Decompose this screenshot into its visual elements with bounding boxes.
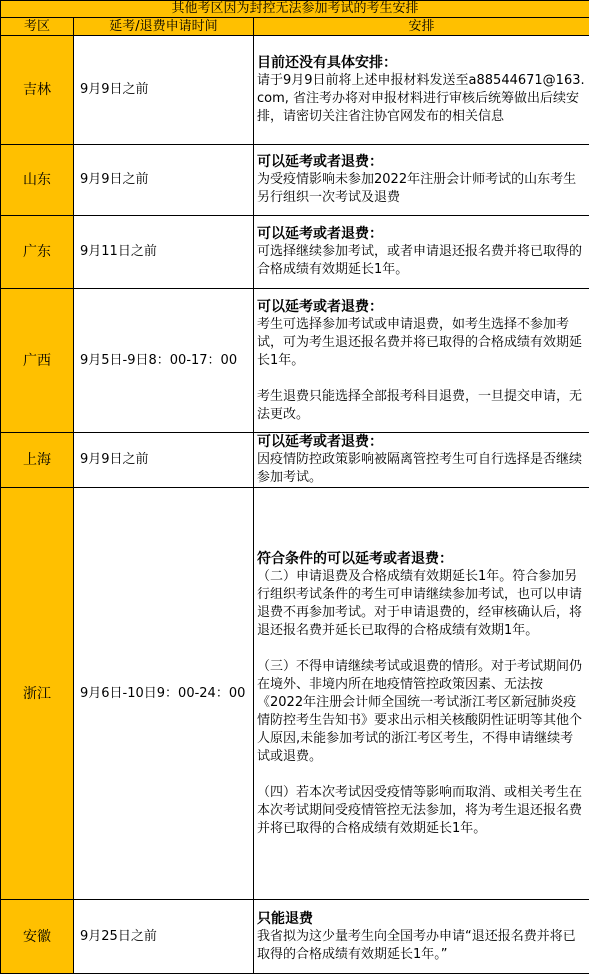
paragraph-gap [257, 640, 585, 658]
arrangement-text: 可选择继续参加考试，或者申请退还报名费并将已取得的合格成绩有效期延长1年。 [257, 243, 585, 279]
arrangement-cell [254, 36, 589, 145]
time-cell: 9月11日之前 [74, 216, 254, 289]
arrangement-heading: 可以延考或者退费： [257, 225, 585, 243]
header-arrangement: 安排 [254, 18, 589, 36]
region-cell: 安徽 [1, 900, 74, 974]
arrangement-cell [254, 433, 589, 488]
paragraph-gap [257, 766, 585, 784]
arrangement-cell [254, 216, 589, 289]
arrangement-text: 因疫情防控政策影响被隔离管控考生可自行选择是否继续参加考试。 [257, 451, 585, 487]
arrangement-text: 考生可选择参加考试或申请退费，如考生选择不参加考试，可为考生退还报名费并将已取得的合格成绩有效期延长1年。 [257, 316, 585, 370]
arrangement-text: 考生退费只能选择全部报考科目退费，一旦提交申请，无法更改。 [257, 388, 585, 424]
paragraph-gap [257, 370, 585, 388]
arrangement-heading: 可以延考或者退费： [257, 298, 585, 316]
region-cell: 上海 [1, 433, 74, 488]
arrangement-text: 请于9月9日前将上述申报材料发送至a88544671@163.com, 省注考办将对申报材料进行审核后统筹做出后续安排，请密切关注省注协官网发布的相关信息 [257, 72, 585, 126]
region-cell: 吉林 [1, 36, 74, 145]
time-cell: 9月5日-9日8：00-17：00 [74, 289, 254, 433]
region-cell: 山东 [1, 145, 74, 216]
arrangement-text: 我省拟为这少量考生向全国考办申请“退还报名费并将已取得的合格成绩有效期延长1年。” [257, 928, 585, 964]
arrangement-heading: 目前还没有具体安排： [257, 54, 585, 72]
time-cell: 9月9日之前 [74, 145, 254, 216]
table-header-row [1, 18, 589, 36]
table-row [1, 900, 589, 974]
table-title-row [1, 1, 589, 18]
arrangement-cell [254, 488, 589, 900]
arrangement-text: 为受疫情影响未参加2022年注册会计师考试的山东考生另行组织一次考试及退费 [257, 171, 585, 207]
arrangement-heading: 符合条件的可以延考或者退费： [257, 550, 585, 568]
header-region: 考区 [1, 18, 74, 36]
arrangement-text: （二）申请退费及合格成绩有效期延长1年。符合参加另行组织考试条件的考生可申请继续参加考试，也可以申请退费不再参加考试。对于申请退费的，经审核确认后，将退还报名费并延长已取得的合格成绩有效期1年。 [257, 568, 585, 640]
table-row [1, 145, 589, 216]
table-row [1, 488, 589, 900]
arrangement-text: （四）若本次考试因受疫情等影响而取消、或相关考生在本次考试期间受疫情管控无法参加，将为考生退还报名费并将已取得的合格成绩有效期延长1年。 [257, 784, 585, 838]
arrangement-heading: 只能退费 [257, 910, 585, 928]
header-time: 延考/退费申请时间 [74, 18, 254, 36]
table-row [1, 216, 589, 289]
arrangement-cell [254, 900, 589, 974]
table-row [1, 433, 589, 488]
table-title: 其他考区因为封控无法参加考试的考生安排 [1, 1, 589, 18]
region-cell: 广东 [1, 216, 74, 289]
region-cell: 浙江 [1, 488, 74, 900]
arrangement-cell [254, 289, 589, 433]
time-cell: 9月9日之前 [74, 433, 254, 488]
time-cell: 9月9日之前 [74, 36, 254, 145]
table-row [1, 289, 589, 433]
arrangement-heading: 可以延考或者退费： [257, 433, 585, 451]
time-cell: 9月6日-10日9：00-24：00 [74, 488, 254, 900]
table-row [1, 36, 589, 145]
region-cell: 广西 [1, 289, 74, 433]
time-cell: 9月25日之前 [74, 900, 254, 974]
arrangement-heading: 可以延考或者退费： [257, 153, 585, 171]
arrangement-cell [254, 145, 589, 216]
arrangement-text: （三）不得申请继续考试或退费的情形。对于考试期间仍在境外、非境内所在地疫情管控政策因素、无法按《2022年注册会计师全国统一考试浙江考区新冠肺炎疫情防控考生告知书》要求出示相关核酸阴性证明等其他个人原因,未能参加考试的浙江考区考生，不得申请继续考试或退费。 [257, 658, 585, 766]
